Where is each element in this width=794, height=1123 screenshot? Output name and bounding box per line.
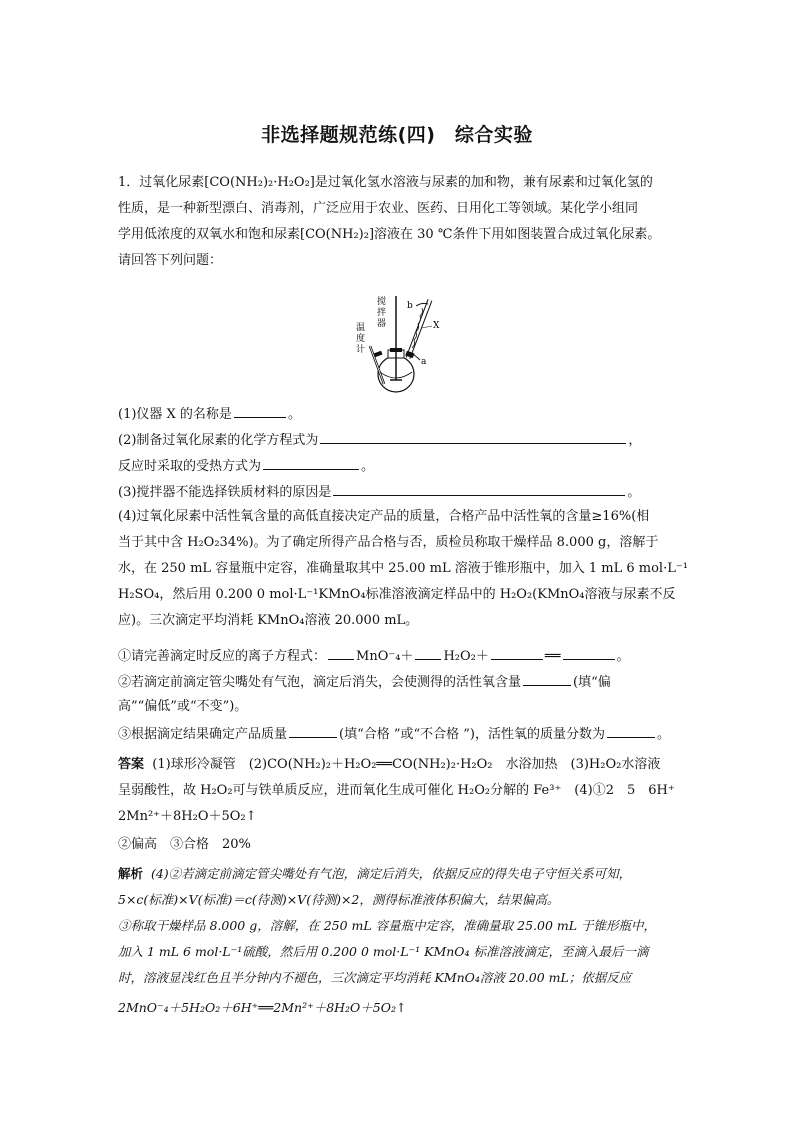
answer-blank[interactable] — [289, 725, 337, 738]
svg-text:计: 计 — [356, 345, 366, 355]
answer-blank[interactable] — [415, 647, 441, 660]
question-1-line-4: 请回答下列问题： — [118, 253, 223, 268]
sub-question-4-1: ①请完善滴定时反应的离子方程式： MnO⁻₄＋ H₂O₂＋ ══ 。 — [118, 649, 630, 664]
analysis-line-5: 时，溶液显浅红色且半分钟内不褪色，三次滴定平均消耗 KMnO₄溶液 20.00 mL；依据反应 — [118, 970, 632, 985]
answer-line-2: 呈弱酸性，故 H₂O₂可与铁单质反应，进而氧化生成可催化 H₂O₂分解的 Fe³⁺ (4)①2 5 6H⁺ — [118, 783, 675, 798]
svg-text:器: 器 — [377, 319, 387, 329]
sub-question-4-2-line-2: 高”“偏低”或“不变”)。 — [118, 699, 248, 714]
sub-question-1: (1)仪器 X 的名称是 。 — [118, 407, 301, 422]
answer-blank[interactable] — [263, 457, 359, 470]
answer-blank[interactable] — [563, 647, 615, 660]
answer-blank[interactable] — [607, 725, 655, 738]
svg-text:度: 度 — [356, 334, 366, 344]
answer-blank[interactable] — [523, 673, 571, 686]
sub-question-4-3: ③根据滴定结果确定产品质量 (填“合格 ”或“不合格 ”)，活性氧的质量分数为 。 — [118, 727, 671, 742]
stirrer-clamp — [390, 348, 402, 352]
label-b: b — [407, 301, 413, 311]
label-stirrer — [377, 295, 386, 329]
analysis-line-4: 加入 1 mL 6 mol·L⁻¹硫酸，然后用 0.200 0 mol·L⁻¹ KMnO₄ 标准溶液滴定，至滴入最后一滴 — [118, 944, 649, 959]
apparatus-figure — [350, 288, 450, 396]
answer-blank[interactable] — [234, 405, 286, 418]
question-1-line-3: 学用低浓度的双氧水和饱和尿素[CO(NH₂)₂]溶液在 30 ℃条件下用如图装置合成过氧化尿素。 — [118, 227, 661, 242]
analysis-line-2: 5×c(标准)×V(标准)＝c(待测)×V(待测)×2，测得标准液体积偏大，结果偏高。 — [118, 892, 560, 907]
label-x: X — [433, 321, 440, 331]
sub-question-4-line-2: 当于其中含 H₂O₂34%)。为了确定所得产品合格与否，质检员称取干燥样品 8.000 g，溶解于 — [118, 535, 659, 550]
svg-text:拌: 拌 — [377, 308, 387, 318]
sub-question-2: (2)制备过氧化尿素的化学方程式为 ， — [118, 433, 642, 448]
sub-question-4-line-5: 应)。三次滴定平均消耗 KMnO₄溶液 20.000 mL。 — [118, 613, 419, 628]
sub-question-4-2: ②若滴定前滴定管尖嘴处有气泡，滴定后消失，会使测得的活性氧含量 (填“偏 — [118, 675, 611, 690]
analysis-label: 解析 — [118, 866, 144, 881]
svg-text:搅: 搅 — [377, 297, 387, 307]
sub-question-3: (3)搅拌器不能选择铁质材料的原因是 。 — [118, 485, 641, 500]
question-1-line-2: 性质，是一种新型漂白、消毒剂，广泛应用于农业、医药、日用化工等领域。某化学小组同 — [118, 201, 639, 216]
question-1-line-1: 1．过氧化尿素[CO(NH₂)₂·H₂O₂]是过氧化氢水溶液与尿素的加和物，兼有尿素和过氧化氢的 — [118, 175, 653, 190]
svg-text:温: 温 — [356, 323, 366, 333]
answer-blank[interactable] — [328, 647, 354, 660]
sub-question-4-line-3: 水，在 250 mL 容量瓶中定容，准确量取其中 25.00 mL 溶液于锥形瓶中，加入 1 mL 6 mol·L⁻¹ — [118, 561, 688, 576]
page-title: 非选择题规范练(四) 综合实验 — [261, 124, 533, 146]
answer-line-4: ②偏高 ③合格 20% — [118, 837, 251, 852]
sub-question-2-line-2: 反应时采取的受热方式为 。 — [118, 459, 375, 474]
answer-label: 答案 — [118, 757, 145, 772]
sub-question-4-line-4: H₂SO₄，然后用 0.200 0 mol·L⁻¹KMnO₄标准溶液滴定样品中的 H₂O₂(KMnO₄溶液与尿素不反 — [118, 587, 676, 602]
analysis-line-6: 2MnO⁻₄＋5H₂O₂＋6H⁺══2Mn²⁺＋8H₂O＋5O₂↑ — [118, 1000, 407, 1015]
analysis-line-3: ③称取干燥样品 8.000 g，溶解，在 250 mL 容量瓶中定容，准确量取 25.00 mL 于锥形瓶中， — [118, 918, 657, 933]
answer-blank[interactable] — [333, 483, 625, 496]
analysis-line-1: 解析 (4)②若滴定前滴定管尖嘴处有气泡，滴定后消失，依据反应的得失电子守恒关系可知， — [118, 866, 632, 881]
answer-line-3: 2Mn²⁺＋8H₂O＋5O₂↑ — [118, 809, 257, 824]
label-a: a — [421, 357, 427, 367]
answer-line-1: 答案 (1)球形冷凝管 (2)CO(NH₂)₂＋H₂O₂══CO(NH₂)₂·H₂O₂ 水浴加热 (3)H₂O₂水溶液 — [118, 757, 661, 772]
answer-blank[interactable] — [491, 647, 543, 660]
sub-question-4-line-1: (4)过氧化尿素中活性氧含量的高低直接决定产品的质量，合格产品中活性氧的含量≥16%(相 — [118, 509, 650, 524]
label-thermometer — [356, 322, 365, 355]
answer-blank[interactable] — [320, 431, 626, 444]
